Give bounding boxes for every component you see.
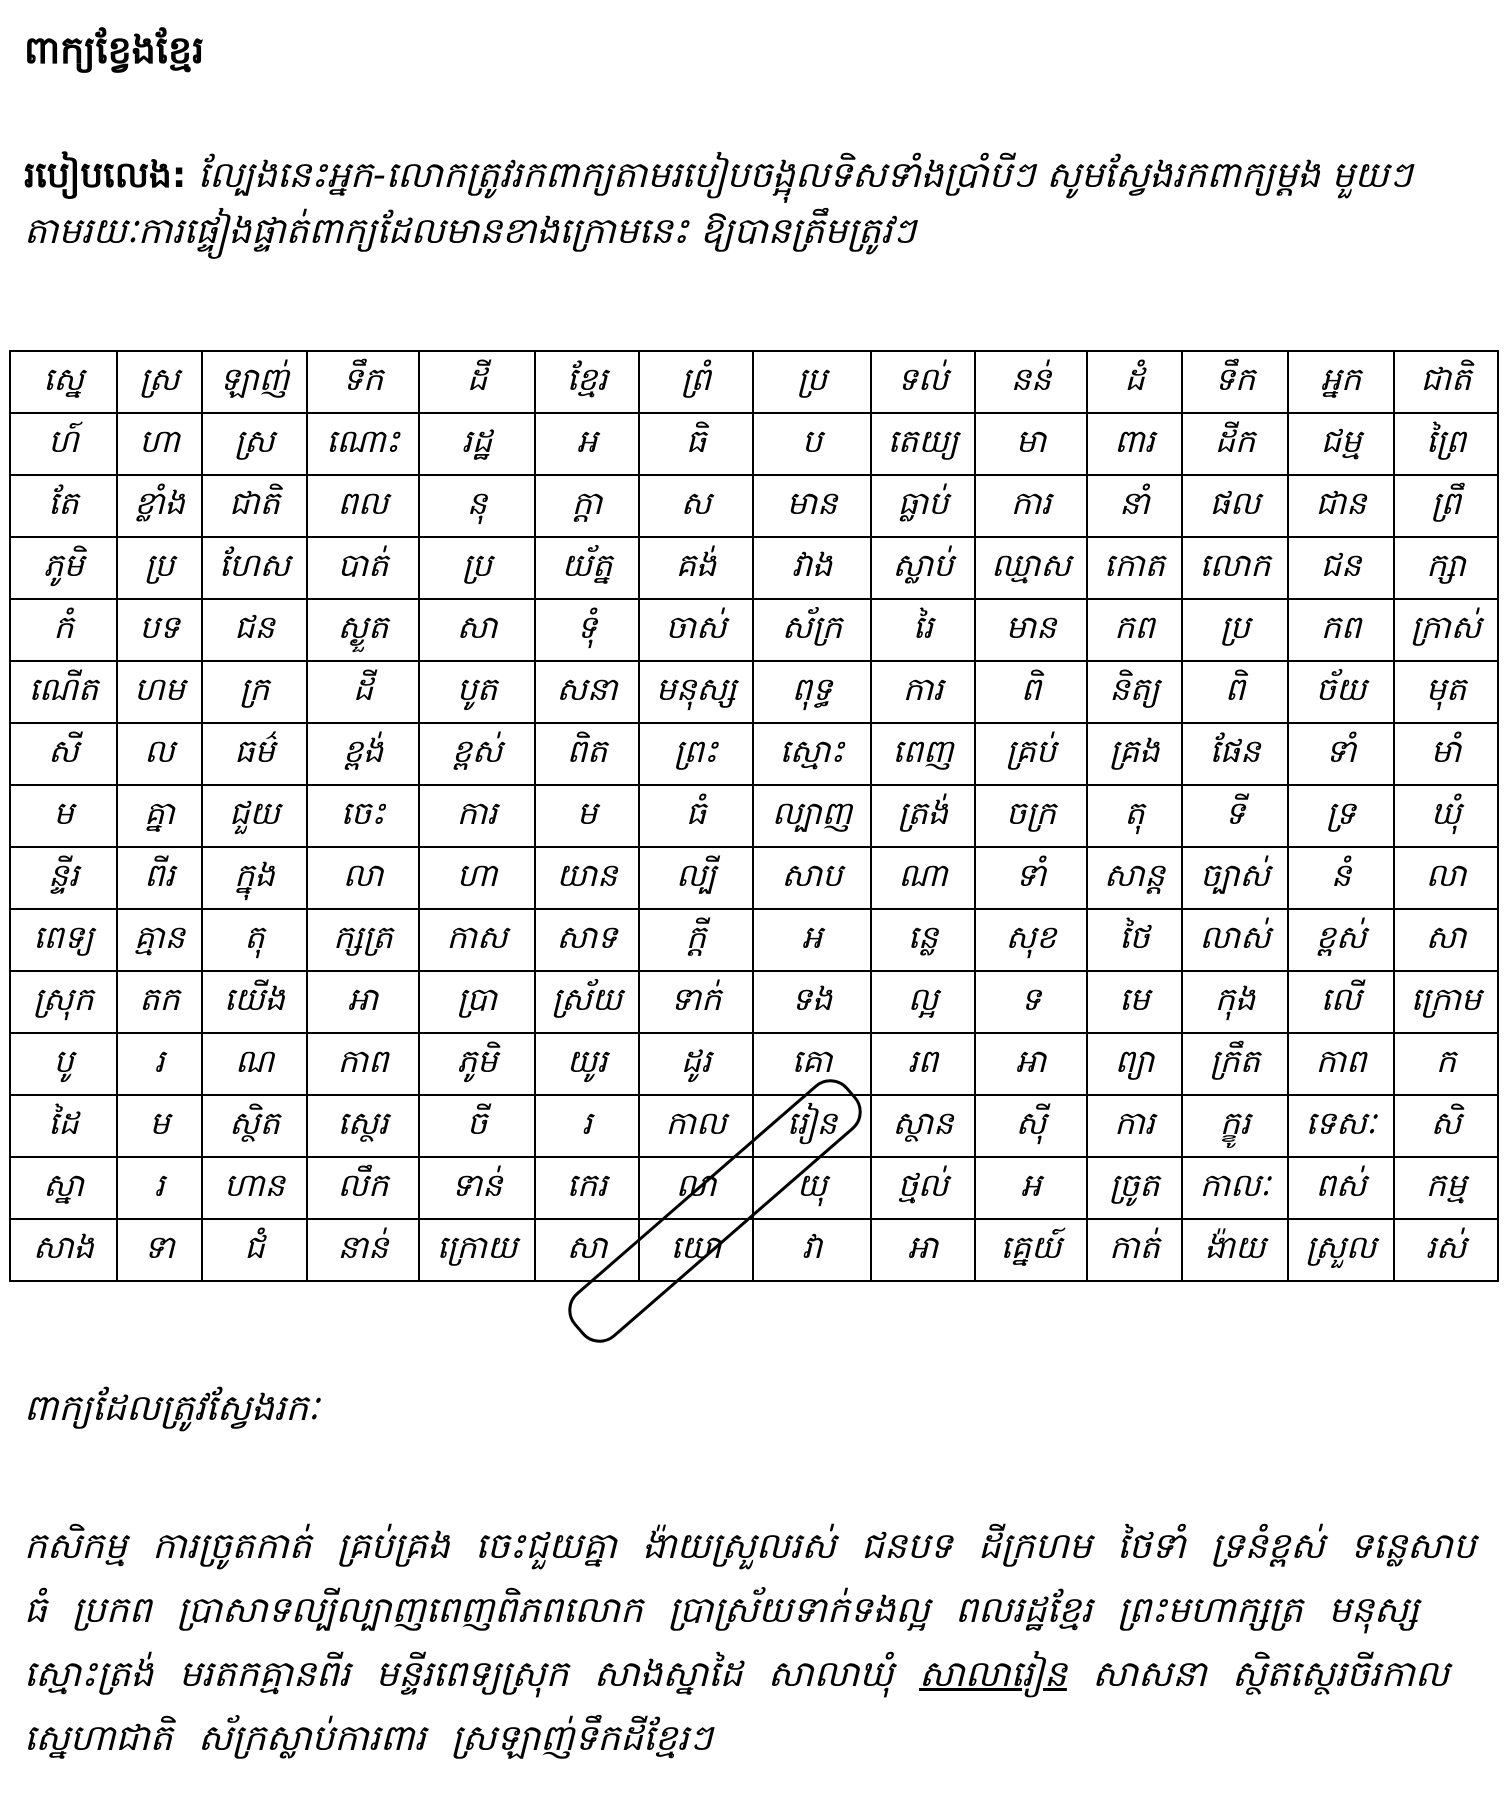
grid-cell: ជន (202, 599, 307, 661)
grid-cell: ក្សត្រ (307, 909, 419, 971)
grid-cell: ច្រូត (1087, 1157, 1182, 1219)
grid-cell: ទ (975, 971, 1087, 1033)
grid-cell: ពិ (1182, 661, 1288, 723)
grid-cell: បូត (419, 661, 535, 723)
grid-cell: កំ (10, 599, 117, 661)
grid-cell: ហា (419, 847, 535, 909)
grid-cell: យាន (535, 847, 639, 909)
grid-cell: មាំ (1394, 723, 1498, 785)
grid-cell: តែ (10, 475, 117, 537)
grid-cell: ទ្រ (1288, 785, 1394, 847)
grid-cell: ហែស (202, 537, 307, 599)
grid-cell: មា (975, 413, 1087, 475)
grid-cell: លោក (1182, 537, 1288, 599)
grid-cell: ខ្ពង់ (307, 723, 419, 785)
grid-cell: អា (307, 971, 419, 1033)
grid-cell: ពារ (1087, 413, 1182, 475)
grid-cell: ន្លេ (871, 909, 975, 971)
grid-cell: កេរ (535, 1157, 639, 1219)
grid-cell: ទុំ (535, 599, 639, 661)
grid-cell: ពស់ (1288, 1157, 1394, 1219)
grid-cell: ខ្ពស់ (419, 723, 535, 785)
grid-cell: លា (1394, 847, 1498, 909)
grid-cell: ស្នេ (10, 351, 117, 413)
grid-cell: ហា (117, 413, 202, 475)
grid-cell: ល្បី (639, 847, 753, 909)
grid-cell: លា (639, 1157, 753, 1219)
grid-cell: តេយ្យ (871, 413, 975, 475)
grid-cell: គ្រង (1087, 723, 1182, 785)
grid-cell: ធ្លាប់ (871, 475, 975, 537)
grid-cell: សាង (10, 1219, 117, 1281)
grid-cell: ម (117, 1095, 202, 1157)
grid-cell: ខ្មែរ (535, 351, 639, 413)
grid-cell: ស្រួល (1288, 1219, 1394, 1281)
grid-cell: ការ (975, 475, 1087, 537)
grid-cell: រដ្ឋ (419, 413, 535, 475)
grid-cell: លាស់ (1182, 909, 1288, 971)
grid-row (10, 537, 1498, 599)
grid-cell: មាន (975, 599, 1087, 661)
word-list (24, 1515, 1480, 1771)
grid-cell: ថ្មល់ (871, 1157, 975, 1219)
grid-cell: យុ (753, 1157, 871, 1219)
grid-cell: ក (1394, 1033, 1498, 1095)
grid-cell: សាប (753, 847, 871, 909)
grid-cell: ភូមិ (419, 1033, 535, 1095)
grid-cell: តក (117, 971, 202, 1033)
grid-cell: ធំ (639, 785, 753, 847)
grid-cell: សី (10, 723, 117, 785)
word-search-grid (9, 350, 1499, 1282)
grid-cell: គ្រប់ (975, 723, 1087, 785)
grid-cell: នាំ (1087, 475, 1182, 537)
grid-cell: ណើត (10, 661, 117, 723)
words-before: កសិកម្ម ការច្រូតកាត់ គ្រប់គ្រង ចេះជួយគ្នា ង៉ាយស្រួលរស់ ជនបទ ដីក្រហម ថៃទាំ ទ្រនំខ្ពស់ ទន្លេសាបធំ ប្រកព ប្រាសាទល្បីល្បាញពេញពិភពលោក ប្រាស្រ័យទាក់ទងល្អ ពលរដ្ឋខ្មែរ ព្រះមហាក្សត្រ មនុស្សស្មោះត្រង់ មរតកគ្មានពីរ មន្ទីរពេទ្យស្រុក សាងស្នាដៃ សាលាឃុំ (24, 1526, 1476, 1695)
grid-row (10, 351, 1498, 413)
grid-cell: រ (117, 1033, 202, 1095)
grid-cell: ណ (202, 1033, 307, 1095)
grid-cell: ថៃ (1087, 909, 1182, 971)
grid-cell: កព (1087, 599, 1182, 661)
grid-cell: ដូរ (639, 1033, 753, 1095)
grid-cell: នន់ (975, 351, 1087, 413)
grid-cell: ពុទ្ធ (753, 661, 871, 723)
grid-cell: ស្លាប់ (871, 537, 975, 599)
grid-cell: គោ (753, 1033, 871, 1095)
grid-cell: លឹក (307, 1157, 419, 1219)
grid-cell: អ (975, 1157, 1087, 1219)
grid-cell: ល្អ (871, 971, 975, 1033)
grid-row (10, 1033, 1498, 1095)
grid-cell: ង៉ាយ (1182, 1219, 1288, 1281)
grid-cell: សា (419, 599, 535, 661)
grid-cell: កាព (307, 1033, 419, 1095)
grid-cell: ធិ (639, 413, 753, 475)
grid-cell: តុ (1087, 785, 1182, 847)
grid-cell: ប្រ (117, 537, 202, 599)
grid-cell: ស័ក្រ (753, 599, 871, 661)
grid-row (10, 847, 1498, 909)
grid-cell: ធម៌ (202, 723, 307, 785)
grid-cell: ក្សា (1394, 537, 1498, 599)
grid-cell: សាទ (535, 909, 639, 971)
grid-cell: អា (871, 1219, 975, 1281)
grid-cell: ល្បាញ (753, 785, 871, 847)
grid-cell: ព្រំ (639, 351, 753, 413)
grid-cell: ដីក (1182, 413, 1288, 475)
grid-cell: យោ (639, 1219, 753, 1281)
grid-cell: ណា (871, 847, 975, 909)
grid-cell: នំ (1288, 847, 1394, 909)
grid-cell: ប (753, 413, 871, 475)
grid-cell: បូ (10, 1033, 117, 1095)
grid-cell: សាន្ត (1087, 847, 1182, 909)
grid-cell: និត្យ (1087, 661, 1182, 723)
grid-cell: កុង (1182, 971, 1288, 1033)
grid-cell: គង់ (639, 537, 753, 599)
grid-cell: ការ (419, 785, 535, 847)
grid-cell: លើ (1288, 971, 1394, 1033)
grid-cell: ពល (307, 475, 419, 537)
grid-row (10, 1095, 1498, 1157)
grid-cell: ណោះ (307, 413, 419, 475)
grid-cell: សុខ (975, 909, 1087, 971)
grid-cell: ច័យ (1288, 661, 1394, 723)
grid-cell: សា (535, 1219, 639, 1281)
grid-cell: មនុស្ស (639, 661, 753, 723)
grid-cell: រ (535, 1095, 639, 1157)
grid-cell: អ្នក (1288, 351, 1394, 413)
grid-row (10, 1157, 1498, 1219)
grid-cell: លា (307, 847, 419, 909)
grid-cell: ទឹក (307, 351, 419, 413)
grid-row (10, 413, 1498, 475)
grid-cell: ក្រោយ (419, 1219, 535, 1281)
grid-cell: ស្រ (202, 413, 307, 475)
grid-cell: ទាំ (975, 847, 1087, 909)
grid-cell: សា (1394, 909, 1498, 971)
grid-row (10, 661, 1498, 723)
grid-cell: ទាំ (1288, 723, 1394, 785)
grid-cell: យូរ (535, 1033, 639, 1095)
grid-cell: ហម (117, 661, 202, 723)
grid-cell: ដី (307, 661, 419, 723)
grid-cell: អ (535, 413, 639, 475)
grid-cell: គ្នា (117, 785, 202, 847)
found-word: សាលារៀន (919, 1654, 1067, 1695)
grid-cell: ចក្រ (975, 785, 1087, 847)
grid-cell: កាល (639, 1095, 753, 1157)
grid-cell: តុ (202, 909, 307, 971)
grid-cell: ចេះ (307, 785, 419, 847)
grid-cell: ត្រង់ (871, 785, 975, 847)
grid-cell: ប្រ (1182, 599, 1288, 661)
grid-cell: វា (753, 1219, 871, 1281)
grid-cell: ស្នា (10, 1157, 117, 1219)
grid-cell: ក្នុង (202, 847, 307, 909)
grid-cell: ទេសៈ (1288, 1095, 1394, 1157)
grid-cell: រៀន (753, 1095, 871, 1157)
instructions-label: របៀបលេង: (24, 155, 187, 196)
grid-cell: បាត់ (307, 537, 419, 599)
grid-cell: កោត (1087, 537, 1182, 599)
grid-cell: ស្រ័យ (535, 971, 639, 1033)
grid-cell: គ្មាន (117, 909, 202, 971)
grid-cell: ចី (419, 1095, 535, 1157)
grid-cell: ទល់ (871, 351, 975, 413)
grid-cell: អា (975, 1033, 1087, 1095)
grid-row (10, 599, 1498, 661)
grid-cell: ប្រ (419, 537, 535, 599)
grid-cell: ការ (1087, 1095, 1182, 1157)
grid-cell: កម្ម (1394, 1157, 1498, 1219)
grid-cell: ក្តី (639, 909, 753, 971)
grid-cell: ស្រ (117, 351, 202, 413)
grid-cell: ស្ថិត (202, 1095, 307, 1157)
word-list-heading: ពាក្យដែលត្រូវស្វែងរកៈ (24, 1388, 320, 1429)
grid-cell: ព្រៃ (1394, 413, 1498, 475)
grid-cell: ពេញ (871, 723, 975, 785)
grid-cell: ខ្លាំង (117, 475, 202, 537)
grid-cell: នុ (419, 475, 535, 537)
grid-cell: ឡាញ់ (202, 351, 307, 413)
grid-row (10, 971, 1498, 1033)
grid-cell: ម (10, 785, 117, 847)
grid-cell: បទ (117, 599, 202, 661)
grid-cell: ទា (117, 1219, 202, 1281)
grid-cell: ក្រ (202, 661, 307, 723)
grid-cell: មេ (1087, 971, 1182, 1033)
words-after: សាសនា ស្ថិតស្ថេរចីរកាល ស្នេហាជាតិ ស័ក្រស្លាប់ការពារ ស្រឡាញ់ទឹកដីខ្មែរៗ (24, 1654, 1450, 1759)
grid-cell: ជាតិ (1394, 351, 1498, 413)
puzzle-title: ពាក្យខ្វែងខ្មែរ (24, 28, 205, 72)
grid-cell: ដៃ (10, 1095, 117, 1157)
grid-cell: ទង (753, 971, 871, 1033)
grid-cell: រព (871, 1033, 975, 1095)
grid-cell: ទាន់ (419, 1157, 535, 1219)
grid-cell: មុត (1394, 661, 1498, 723)
grid-cell: ពិត (535, 723, 639, 785)
grid-cell: ប្រា (419, 971, 535, 1033)
grid-cell: រ (117, 1157, 202, 1219)
grid-cell: ការ (871, 661, 975, 723)
grid-cell: ព្យា (1087, 1033, 1182, 1095)
grid-cell: ព្រឹ (1394, 475, 1498, 537)
grid-cell: ពីរ (117, 847, 202, 909)
grid-cell: ហាន (202, 1157, 307, 1219)
grid-cell: ឈ្មាស (975, 537, 1087, 599)
grid-cell: ព្រះ (639, 723, 753, 785)
grid-cell: ពិ (975, 661, 1087, 723)
grid-cell: ឃុំ (1394, 785, 1498, 847)
grid-cell: ក្ខូរ (1182, 1095, 1288, 1157)
grid-cell: ស៊ី (975, 1095, 1087, 1157)
grid-cell: នាន់ (307, 1219, 419, 1281)
grid-cell: កព (1288, 599, 1394, 661)
grid-cell: ភូមិ (10, 537, 117, 599)
grid-cell: ស្ថេរ (307, 1095, 419, 1157)
grid-cell: សនា (535, 661, 639, 723)
grid-cell: យើង (202, 971, 307, 1033)
grid-row (10, 723, 1498, 785)
grid-cell: រៃ (871, 599, 975, 661)
grid-cell: ដំ (1087, 351, 1182, 413)
grid-cell: ន្ទីរ (10, 847, 117, 909)
grid-cell: ស្ថាន (871, 1095, 975, 1157)
grid-cell: រស់ (1394, 1219, 1498, 1281)
grid-cell: ស (639, 475, 753, 537)
grid-row (10, 785, 1498, 847)
instructions-text: ល្បែងនេះអ្នក-លោកត្រូវរកពាក្យតាមរបៀបចង្អុលទិសទាំងប្រាំបីៗ សូមស្វែងរកពាក្យម្តង មួយៗ តាមរយៈការផ្ទៀងផ្ទាត់ពាក្យដែលមានខាងក្រោមនេះ ឱ្យបានត្រឹមត្រូវៗ (24, 155, 1413, 252)
grid-cell: ហ៍ (10, 413, 117, 475)
grid-cell: ជួយ (202, 785, 307, 847)
grid-cell: ស្រុក (10, 971, 117, 1033)
grid-cell: ជាន (1288, 475, 1394, 537)
grid-cell: ចាស់ (639, 599, 753, 661)
grid-cell: មាន (753, 475, 871, 537)
grid-cell: ជាតិ (202, 475, 307, 537)
grid-cell: ផែន (1182, 723, 1288, 785)
grid-cell: ស្ងួត (307, 599, 419, 661)
grid-cell: ក្រឹត (1182, 1033, 1288, 1095)
grid-cell: ទាក់ (639, 971, 753, 1033)
grid-cell: កាព (1288, 1033, 1394, 1095)
grid-cell: ស្មោះ (753, 723, 871, 785)
grid-cell: ជន (1288, 537, 1394, 599)
grid-cell: វាង (753, 537, 871, 599)
grid-cell: ទី (1182, 785, 1288, 847)
grid-cell: សិ (1394, 1095, 1498, 1157)
instructions (24, 148, 1480, 260)
grid-row (10, 475, 1498, 537)
grid-cell: យ័ត្ន (535, 537, 639, 599)
grid-row (10, 1219, 1498, 1281)
grid-cell: ក្រាស់ (1394, 599, 1498, 661)
grid-cell: កាលៈ (1182, 1157, 1288, 1219)
grid-cell: ទឹក (1182, 351, 1288, 413)
grid-row (10, 909, 1498, 971)
grid-cell: អ (753, 909, 871, 971)
grid-cell: កាស (419, 909, 535, 971)
grid-cell: ជំ (202, 1219, 307, 1281)
grid-cell: ក្រោម (1394, 971, 1498, 1033)
grid-cell: ក្តា (535, 475, 639, 537)
grid-cell: ដី (419, 351, 535, 413)
grid-cell: គ្នេយ៍ (975, 1219, 1087, 1281)
grid-cell: ផល (1182, 475, 1288, 537)
grid-cell: កាត់ (1087, 1219, 1182, 1281)
grid-cell: ម (535, 785, 639, 847)
grid-cell: ប្រ (753, 351, 871, 413)
grid-cell: ល (117, 723, 202, 785)
grid-cell: ច្បាស់ (1182, 847, 1288, 909)
grid-cell: ខ្ពស់ (1288, 909, 1394, 971)
grid-cell: ពេទ្យ (10, 909, 117, 971)
grid-cell: ជម្ម (1288, 413, 1394, 475)
